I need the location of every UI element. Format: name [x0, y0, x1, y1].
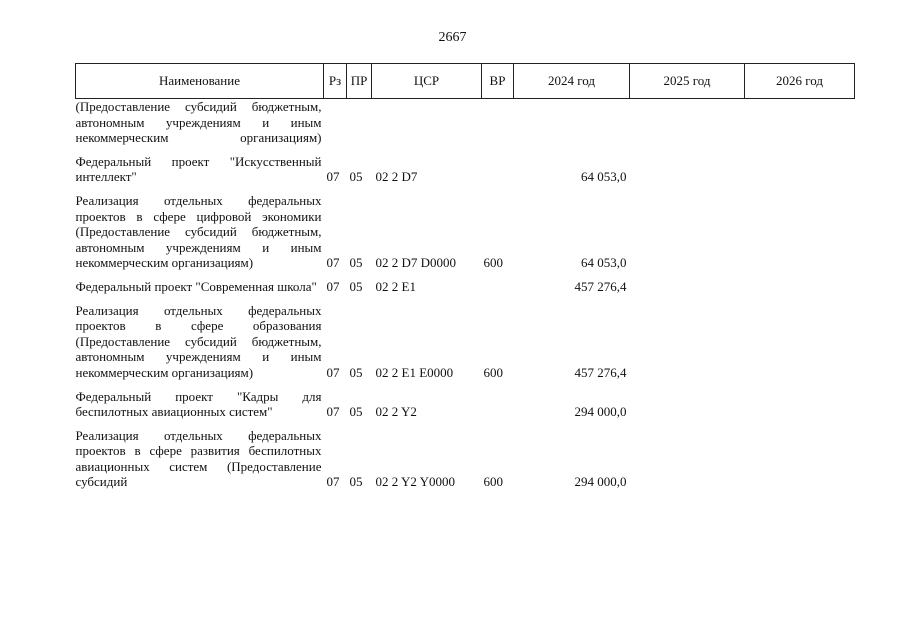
table-row [76, 303, 855, 381]
header-pr: ПР [347, 64, 372, 99]
row-2024: 294 000,0 [574, 474, 627, 490]
row-csr: 02 2 E1 E0000 [375, 364, 454, 380]
row-csr [372, 99, 482, 146]
row-csr: 02 2 D7 D0000 [375, 255, 457, 271]
header-name: Наименование [76, 64, 324, 99]
row-pr: 05 [349, 255, 363, 271]
row-rz: 07 [326, 169, 340, 185]
row-name: Федеральный проект "Кадры для беспилотных авиационных систем" [75, 388, 322, 420]
row-vr: 600 [483, 474, 503, 490]
budget-table [75, 63, 855, 490]
row-pr: 05 [349, 474, 363, 490]
row-rz: 07 [326, 404, 340, 420]
row-name: Реализация отдельных федеральных проектов в сфере образования (Предоставление субсидий бюджетным, автономным учреждениям и иным некоммерческим организациям) [75, 302, 322, 380]
page-number: 2667 [438, 30, 467, 45]
row-2024: 457 276,4 [574, 278, 627, 294]
table-row [76, 428, 855, 490]
row-pr: 05 [349, 364, 363, 380]
row-vr: 600 [483, 255, 503, 271]
row-name: Реализация отдельных федеральных проектов в сфере развития беспилотных авиационных систем (Предоставление субсидий [75, 427, 322, 490]
row-csr: 02 2 E1 [375, 278, 416, 294]
header-vr: ВР [482, 64, 514, 99]
row-2025 [630, 279, 745, 295]
table-row [76, 99, 855, 146]
row-2025 [630, 193, 745, 271]
row-2026 [745, 428, 855, 490]
row-vr [482, 99, 514, 146]
row-vr [482, 279, 514, 295]
row-pr [347, 99, 372, 146]
row-2025 [630, 389, 745, 420]
row-2026 [745, 154, 855, 185]
row-2025 [630, 428, 745, 490]
row-2024: 457 276,4 [574, 364, 627, 380]
table-body [76, 99, 855, 491]
row-csr: 02 2 Y2 Y0000 [375, 474, 456, 490]
row-rz [324, 99, 347, 146]
row-vr [482, 389, 514, 420]
row-2026 [745, 99, 855, 146]
table-row [76, 279, 855, 295]
row-name: (Предоставление субсидий бюджетным, автономным учреждениям и иным некоммерческим организациям) [75, 99, 322, 146]
header-rz: Рз [324, 64, 347, 99]
row-2024: 294 000,0 [574, 404, 627, 420]
row-name: Федеральный проект "Искусственный интеллект" [75, 153, 322, 185]
header-2026: 2026 год [745, 64, 855, 99]
row-2024: 64 053,0 [581, 255, 627, 271]
row-rz: 07 [326, 474, 340, 490]
row-pr: 05 [349, 169, 363, 185]
row-2026 [745, 279, 855, 295]
row-csr: 02 2 D7 [375, 169, 418, 185]
row-csr: 02 2 Y2 [375, 404, 417, 420]
header-2024: 2024 год [514, 64, 630, 99]
table-header [76, 64, 855, 99]
row-2026 [745, 193, 855, 271]
row-pr: 05 [349, 278, 363, 294]
row-name: Федеральный проект "Современная школа" [75, 278, 317, 294]
row-2025 [630, 99, 745, 146]
row-2024 [514, 99, 630, 146]
row-vr [482, 154, 514, 185]
row-vr: 600 [483, 364, 503, 380]
row-2025 [630, 303, 745, 381]
row-rz: 07 [326, 364, 340, 380]
table-row [76, 193, 855, 271]
table-row [76, 154, 855, 185]
row-2026 [745, 303, 855, 381]
header-csr: ЦСР [372, 64, 482, 99]
row-2024: 64 053,0 [581, 169, 627, 185]
row-rz: 07 [326, 278, 340, 294]
row-name: Реализация отдельных федеральных проектов в сфере цифровой экономики (Предоставление субсидий бюджетным, автономным учреждениям и иным некоммерческим организациям) [75, 192, 322, 271]
row-2026 [745, 389, 855, 420]
header-2025: 2025 год [630, 64, 745, 99]
row-2025 [630, 154, 745, 185]
row-pr: 05 [349, 404, 363, 420]
table-row [76, 389, 855, 420]
row-rz: 07 [326, 255, 340, 271]
